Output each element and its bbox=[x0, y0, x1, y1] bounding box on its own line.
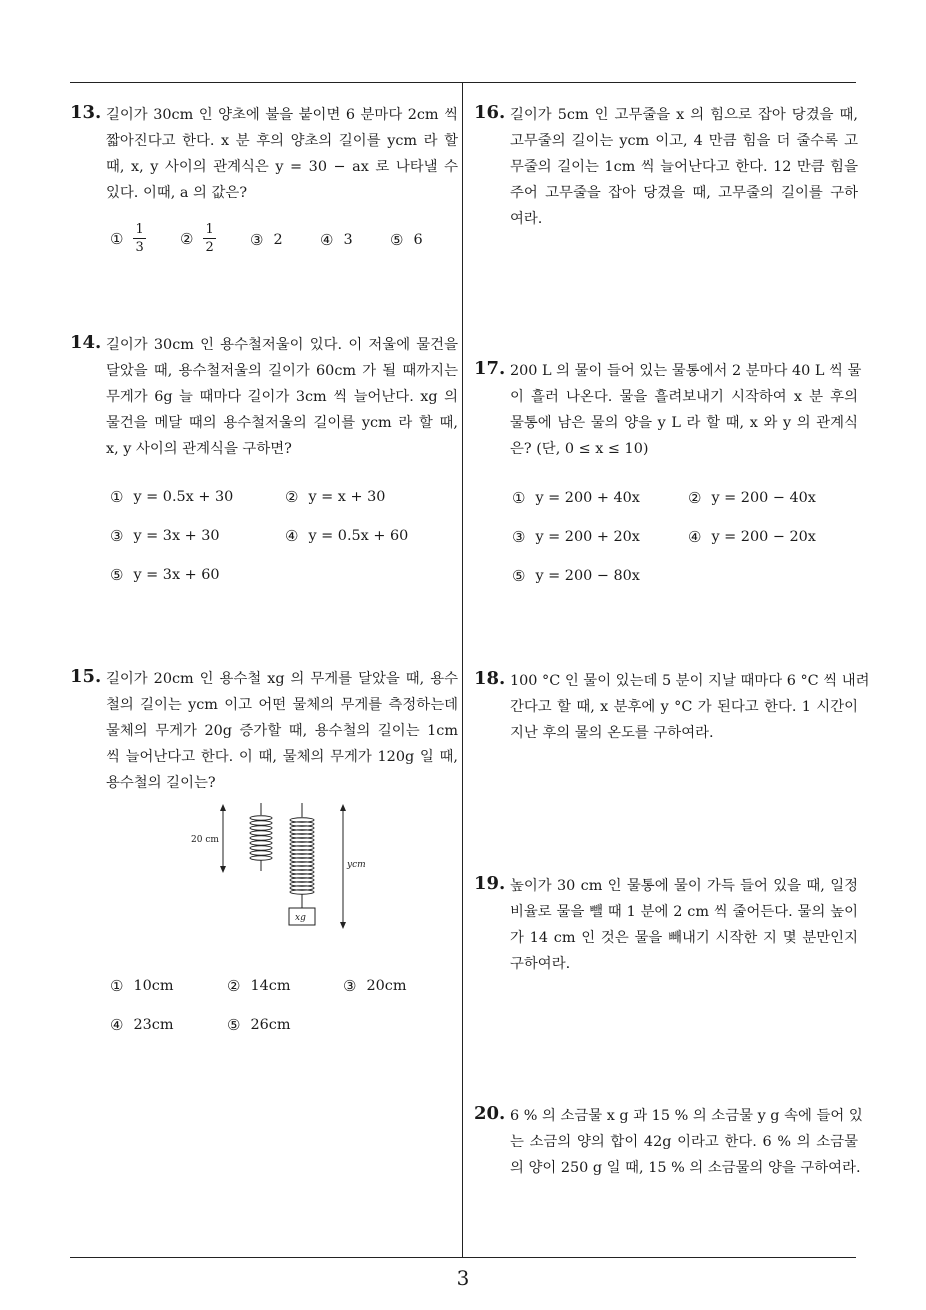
question-line: 가 14 cm 인 것은 물을 빼내기 시작한 지 몇 분만인지 bbox=[510, 930, 858, 946]
question-number: 16. bbox=[474, 102, 506, 123]
choice-text: y = 200 − 80x bbox=[535, 568, 640, 584]
choice-marker: ③ bbox=[512, 528, 526, 546]
choice-2[interactable] bbox=[180, 223, 216, 254]
choice-marker: ⑤ bbox=[512, 567, 526, 585]
choice-5[interactable] bbox=[512, 567, 640, 585]
question-text bbox=[106, 666, 458, 796]
question-number: 19. bbox=[474, 873, 506, 894]
question-line: 이 흘러 나온다. 물을 흘려보내기 시작하여 x 분 후의 bbox=[510, 389, 858, 405]
question-line: 200 L 의 물이 들어 있는 물통에서 2 분마다 40 L 씩 물 bbox=[510, 363, 862, 379]
question-line: 있다. 이때, a 의 값은? bbox=[106, 185, 248, 201]
page-number: 3 bbox=[456, 1266, 470, 1290]
choice-1[interactable] bbox=[110, 977, 173, 995]
question-line: 구하여라. bbox=[510, 956, 571, 972]
choice-text: y = 0.5x + 30 bbox=[133, 489, 234, 505]
question-line: 지난 후의 물의 온도를 구하여라. bbox=[510, 725, 714, 741]
question-line: 무줄의 길이는 1cm 씩 늘어난다고 한다. 12 만큼 힘을 bbox=[510, 159, 858, 175]
question-number: 17. bbox=[474, 358, 506, 379]
question-line: 때, x, y 사이의 관계식은 y = 30 − ax 로 나타낼 수 bbox=[106, 159, 458, 175]
question-number: 14. bbox=[70, 332, 102, 353]
question-line: 물통에 남은 물의 양을 y L 라 할 때, x 와 y 의 관계식 bbox=[510, 415, 858, 431]
fraction-numerator: 1 bbox=[205, 222, 214, 237]
spring-scale-figure bbox=[185, 803, 385, 933]
question-line: 주어 고무줄을 잡아 당겼을 때, 고무줄의 길이를 구하 bbox=[510, 185, 858, 201]
question-line: 간다고 할 때, x 분후에 y °C 가 된다고 한다. 1 시간이 bbox=[510, 699, 858, 715]
choice-4[interactable] bbox=[110, 1016, 173, 1034]
question-line: 길이가 30cm 인 용수철저울이 있다. 이 저울에 물건을 bbox=[106, 337, 458, 353]
choice-text: 2 bbox=[273, 232, 283, 248]
arrowhead bbox=[340, 922, 346, 929]
choice-marker: ② bbox=[688, 489, 702, 507]
choice-text: y = 200 + 20x bbox=[535, 529, 640, 545]
question-line: x, y 사이의 관계식을 구하면? bbox=[106, 441, 292, 457]
fraction bbox=[203, 223, 215, 254]
choice-text: y = 200 − 40x bbox=[711, 490, 816, 506]
choice-3[interactable] bbox=[110, 527, 220, 545]
question-text bbox=[510, 1103, 863, 1181]
choice-marker: ④ bbox=[320, 231, 334, 249]
question-line: 여라. bbox=[510, 211, 543, 227]
fraction-numerator: 1 bbox=[135, 222, 144, 237]
question-text bbox=[106, 332, 458, 462]
spring-short bbox=[250, 803, 272, 871]
question-number: 18. bbox=[474, 668, 506, 689]
question-line: 의 양이 250 g 일 때, 15 % 의 소금물의 양을 구하여라. bbox=[510, 1160, 861, 1176]
choice-text: y = 3x + 60 bbox=[133, 567, 220, 583]
question-line: 비율로 물을 뺄 때 1 분에 2 cm 씩 줄어든다. 물의 높이 bbox=[510, 904, 858, 920]
top-rule bbox=[70, 82, 856, 83]
choice-text: y = x + 30 bbox=[308, 489, 386, 505]
question-line: 는 소금의 양의 합이 42g 이라고 한다. 6 % 의 소금물 bbox=[510, 1134, 858, 1150]
question-line: 은? (단, 0 ≤ x ≤ 10) bbox=[510, 441, 649, 457]
choice-text: 14cm bbox=[250, 978, 291, 994]
bottom-rule bbox=[70, 1257, 856, 1258]
choice-marker: ② bbox=[227, 977, 241, 995]
question-line: 용수철의 길이는? bbox=[106, 775, 216, 791]
choice-4[interactable] bbox=[688, 528, 816, 546]
choice-text: 20cm bbox=[366, 978, 407, 994]
choice-text: y = 200 + 40x bbox=[535, 490, 640, 506]
question-line: 짧아진다고 한다. x 분 후의 양초의 길이를 ycm 라 할 bbox=[106, 133, 458, 149]
choice-3[interactable] bbox=[512, 528, 640, 546]
choice-2[interactable] bbox=[227, 977, 290, 995]
choice-text: 10cm bbox=[133, 978, 174, 994]
choice-marker: ⑤ bbox=[110, 566, 124, 584]
choice-text: 23cm bbox=[133, 1017, 174, 1033]
arrowhead bbox=[220, 866, 226, 873]
choice-1[interactable] bbox=[110, 223, 146, 254]
question-line: 100 °C 인 물이 있는데 5 분이 지날 때마다 6 °C 씩 내려 bbox=[510, 673, 870, 689]
choice-4[interactable] bbox=[320, 231, 353, 249]
choice-5[interactable] bbox=[227, 1016, 290, 1034]
question-line: 무게가 6g 늘 때마다 길이가 3cm 씩 늘어난다. xg 의 bbox=[106, 389, 458, 405]
question-line: 높이가 30 cm 인 물통에 물이 가득 들어 있을 때, 일정 bbox=[510, 878, 858, 894]
question-line: 길이가 20cm 인 용수철 xg 의 무게를 달았을 때, 용수 bbox=[106, 671, 458, 687]
choice-1[interactable] bbox=[512, 489, 640, 507]
choice-text: y = 0.5x + 60 bbox=[308, 528, 409, 544]
question-text bbox=[510, 102, 858, 232]
choice-marker: ③ bbox=[250, 231, 264, 249]
choice-marker: ② bbox=[285, 488, 299, 506]
question-text bbox=[510, 358, 862, 462]
choice-text: y = 3x + 30 bbox=[133, 528, 220, 544]
question-text bbox=[510, 668, 870, 746]
choice-2[interactable] bbox=[285, 488, 385, 506]
question-line: 물체의 무게가 20g 증가할 때, 용수철의 길이는 1cm bbox=[106, 723, 458, 739]
choice-5[interactable] bbox=[390, 231, 423, 249]
fraction-denominator: 2 bbox=[205, 240, 214, 255]
question-line: 물건을 메달 때의 용수철저울의 길이를 ycm 라 할 때, bbox=[106, 415, 458, 431]
choice-marker: ④ bbox=[285, 527, 299, 545]
choice-2[interactable] bbox=[688, 489, 816, 507]
choice-marker: ⑤ bbox=[227, 1016, 241, 1034]
choice-4[interactable] bbox=[285, 527, 408, 545]
choice-3[interactable] bbox=[343, 977, 406, 995]
question-text bbox=[510, 873, 858, 977]
question-line: 고무줄의 길이는 ycm 이고, 4 만큼 힘을 더 줄수록 고 bbox=[510, 133, 858, 149]
column-divider bbox=[462, 82, 463, 1258]
choice-marker: ② bbox=[180, 229, 194, 248]
choice-text: 26cm bbox=[250, 1017, 291, 1033]
question-line: 길이가 5cm 인 고무줄을 x 의 힘으로 잡아 당겼을 때, bbox=[510, 107, 858, 123]
choice-marker: ① bbox=[512, 489, 526, 507]
question-line: 길이가 30cm 인 양초에 불을 붙이면 6 분마다 2cm 씩 bbox=[106, 107, 458, 123]
question-text bbox=[106, 102, 458, 206]
choice-text: y = 200 − 20x bbox=[711, 529, 816, 545]
choice-marker: ③ bbox=[343, 977, 357, 995]
choice-marker: ⑤ bbox=[390, 231, 404, 249]
choice-marker: ③ bbox=[110, 527, 124, 545]
choice-marker: ④ bbox=[110, 1016, 124, 1034]
length-label: 20 cm bbox=[191, 835, 219, 845]
choice-5[interactable] bbox=[110, 566, 220, 584]
question-line: 씩 늘어난다고 한다. 이 때, 물체의 무게가 120g 일 때, bbox=[106, 749, 458, 765]
weight-label: xg bbox=[295, 913, 306, 923]
arrowhead bbox=[220, 804, 226, 811]
question-number: 20. bbox=[474, 1103, 506, 1124]
question-number: 13. bbox=[70, 102, 102, 123]
choice-marker: ① bbox=[110, 229, 124, 248]
choice-text: 6 bbox=[413, 232, 423, 248]
spring-long bbox=[290, 803, 314, 908]
question-line: 철의 길이는 ycm 이고 어떤 물체의 무게를 측정하는데 bbox=[106, 697, 458, 713]
choice-1[interactable] bbox=[110, 488, 233, 506]
choice-marker: ④ bbox=[688, 528, 702, 546]
length-label: ycm bbox=[347, 860, 366, 870]
arrowhead bbox=[340, 804, 346, 811]
choice-marker: ① bbox=[110, 488, 124, 506]
fraction bbox=[133, 223, 145, 254]
question-line: 6 % 의 소금물 x g 과 15 % 의 소금물 y g 속에 들어 있 bbox=[510, 1108, 863, 1124]
choice-marker: ① bbox=[110, 977, 124, 995]
question-number: 15. bbox=[70, 666, 102, 687]
question-line: 달았을 때, 용수철저울의 길이가 60cm 가 될 때까지는 bbox=[106, 363, 458, 379]
choice-3[interactable] bbox=[250, 231, 283, 249]
choice-text: 3 bbox=[343, 232, 353, 248]
fraction-denominator: 3 bbox=[135, 240, 144, 255]
